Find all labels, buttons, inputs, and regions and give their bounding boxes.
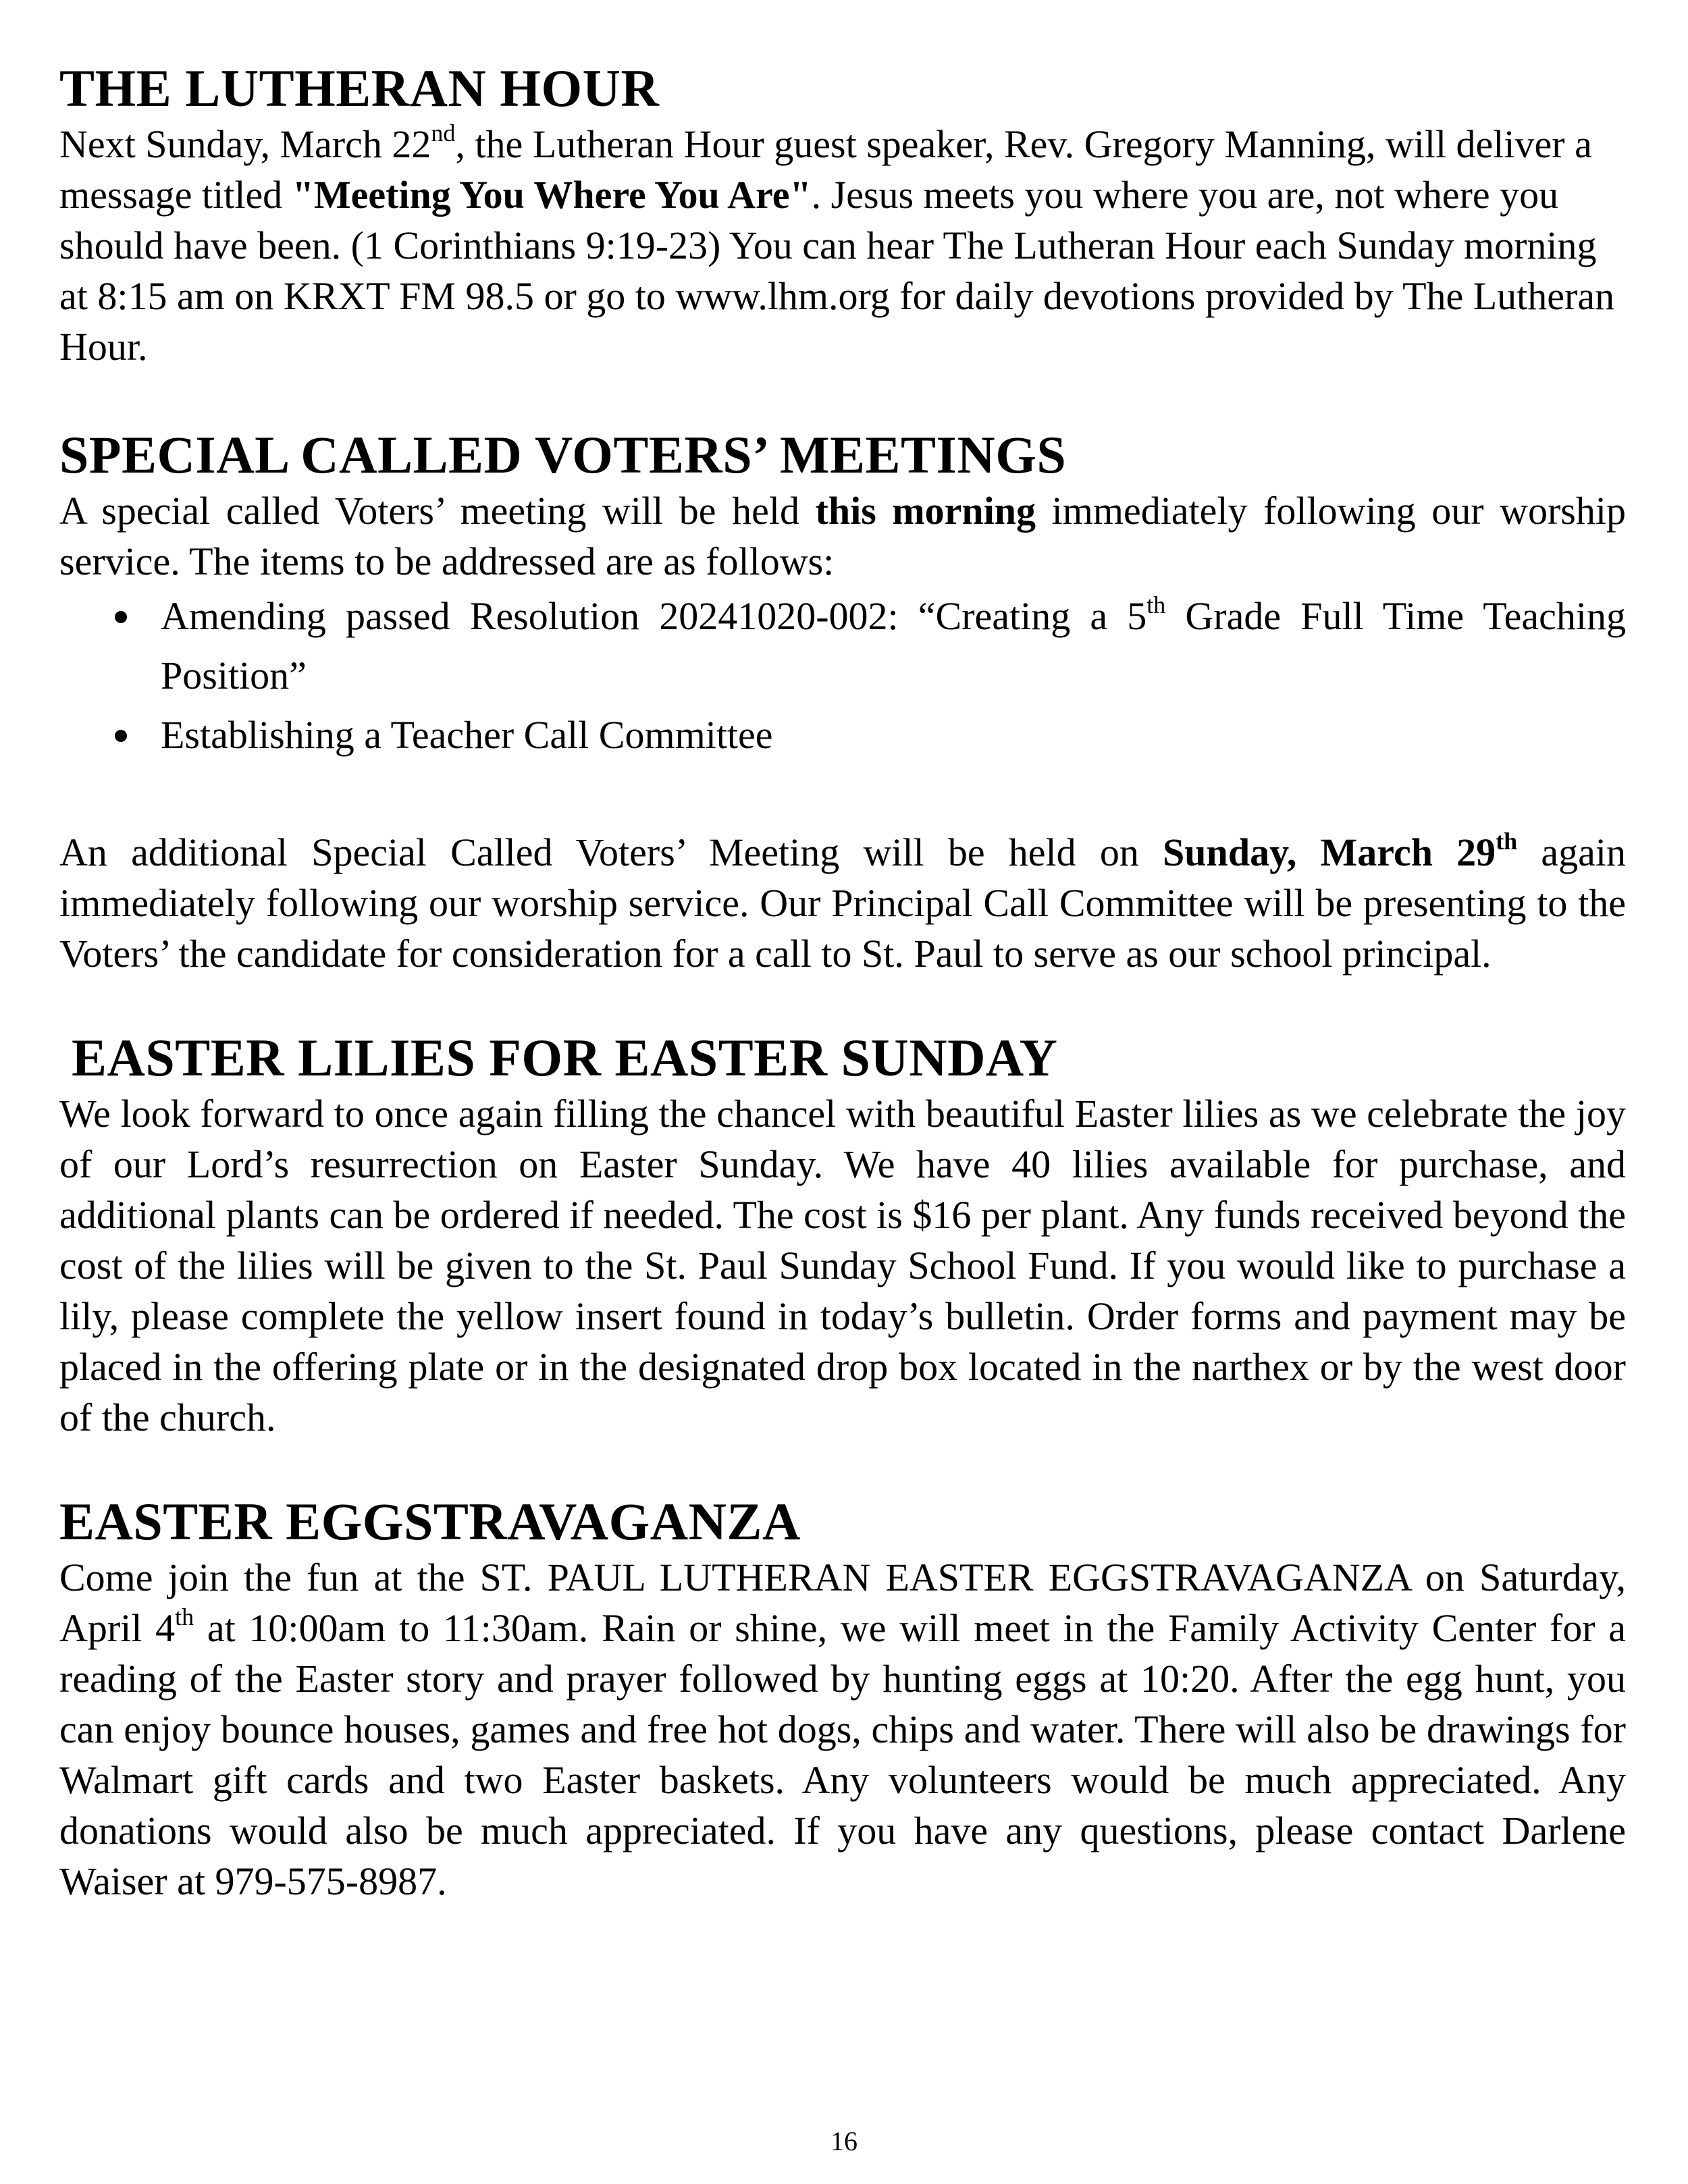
voters-meetings-section xyxy=(59,425,1626,979)
agenda-list xyxy=(59,587,1626,765)
voters-p2-text-b: again immediately following our worship service. Our Principal Call Committee will be presenting to the Voters’ the candidate for consideration for a call to St. Paul to serve as our school principal. xyxy=(59,830,1626,976)
lutheran-hour-sup-1: nd xyxy=(431,119,456,147)
agenda-item-2-text: Establishing a Teacher Call Committee xyxy=(161,713,773,757)
lilies-body: We look forward to once again filling the chancel with beautiful Easter lilies as we celebrate the joy of our Lord’s resurrection on Easter Sunday. We have 40 lilies available for purchase, and additional plants can be ordered if needed. The cost is $16 per plant. Any funds received beyond the cost of the lilies will be given to the St. Paul Sunday School Fund. If you would like to purchase a lily, please complete the yellow insert found in today’s bulletin. Order forms and payment may be placed in the offering plate or in the designated drop box located in the narthex or by the west door of the church. xyxy=(59,1092,1626,1439)
bulletin-page xyxy=(59,58,1626,1907)
message-title: "Meeting You Where You Are" xyxy=(292,173,812,217)
agenda-item-1 xyxy=(59,587,1626,705)
lutheran-hour-text-2: , the Lutheran Hour guest speaker, Rev. Gregory Manning, will deliver a message titled xyxy=(59,122,1592,217)
voters-p2-bold-text: Sunday, March 29 xyxy=(1163,830,1496,874)
eggstravaganza-sup-1: th xyxy=(175,1603,194,1630)
eggstravaganza-text-2: at 10:00am to 11:30am. Rain or shine, we will meet in the Family Activity Center for a reading of the Easter story and prayer followed by hunting eggs at 10:20. After the egg hunt, you can enjoy bounce houses, games and free hot dogs, chips and water. There will also be drawings for Walmart gift cards and two Easter baskets. Any volunteers would be much appreciated. Any donations would also be much appreciated. If you have any questions, please contact Darlene Waiser at 979-575-8987. xyxy=(59,1606,1626,1903)
eggstravaganza-body xyxy=(59,1552,1626,1907)
voters-p1-text-a: A special called Voters’ meeting will be held xyxy=(59,489,816,533)
lutheran-hour-text-1: Next Sunday, March 22 xyxy=(59,122,431,166)
lutheran-hour-section xyxy=(59,58,1626,372)
lutheran-hour-body xyxy=(59,119,1626,372)
voters-p2-bold-sup: th xyxy=(1496,828,1518,855)
eggstravaganza-section xyxy=(59,1491,1626,1907)
agenda-item-1-text-b: Grade Full Time Teaching Position” xyxy=(161,594,1626,697)
easter-lilies-section xyxy=(59,1028,1626,1443)
eggstravaganza-text-1: Come join the fun at the ST. PAUL LUTHERAN EASTER EGGSTRAVAGANZA on Saturday, April 4 xyxy=(59,1555,1626,1650)
voters-p1-bold: this morning xyxy=(815,489,1036,533)
lilies-heading: EASTER LILIES FOR EASTER SUNDAY xyxy=(72,1028,1058,1087)
agenda-item-1-text-a: Amending passed Resolution 20241020-002: “Creating a 5 xyxy=(161,594,1147,638)
agenda-item-1-sup: th xyxy=(1146,591,1166,618)
page-number: 16 xyxy=(830,2126,858,2156)
bullet-icon xyxy=(115,730,127,742)
lutheran-hour-text-3: . Jesus meets you where you are, not where you should have been. (1 Corinthians 9:19-23) You can hear The Lutheran Hour each Sunday morning at 8:15 am on KRXT FM 98.5 or go to www.lhm.org for daily devotions provided by The Lutheran Hour. xyxy=(59,173,1615,369)
voters-p2-text-a: An additional Special Called Voters’ Meeting will be held on xyxy=(59,830,1163,874)
voters-heading: SPECIAL CALLED VOTERS’ MEETINGS xyxy=(59,425,1067,484)
voters-p1-text-b: immediately following our worship service. The items to be addressed are as follows: xyxy=(59,489,1626,583)
voters-paragraph-2 xyxy=(59,827,1626,979)
voters-p2-bold xyxy=(1163,830,1517,874)
lutheran-hour-heading: THE LUTHERAN HOUR xyxy=(59,59,660,117)
agenda-item-2 xyxy=(59,705,1626,765)
voters-paragraph-1 xyxy=(59,485,1626,587)
bullet-icon xyxy=(115,611,127,623)
eggstravaganza-heading: EASTER EGGSTRAVAGANZA xyxy=(59,1492,801,1551)
